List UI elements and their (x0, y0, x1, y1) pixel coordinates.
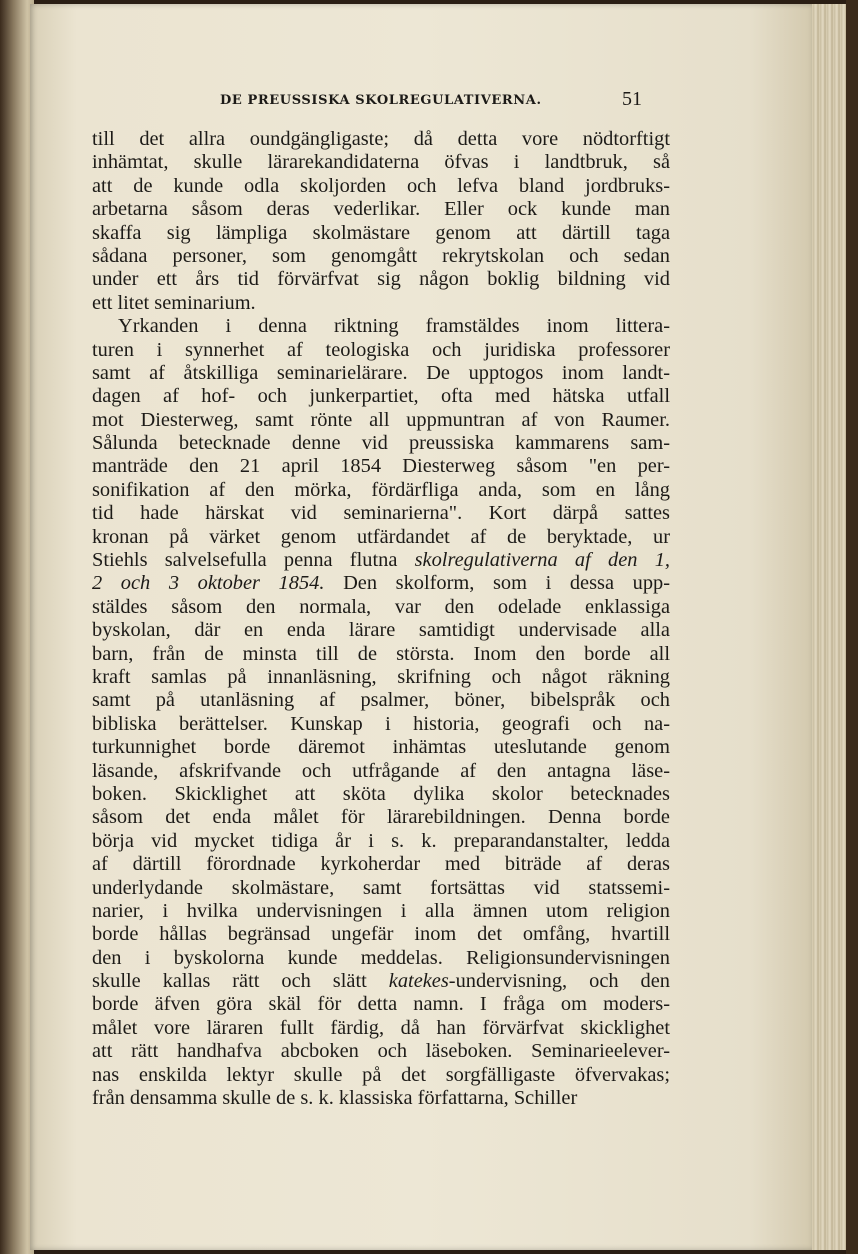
text-line: såsom det enda målet för lärarebildningen. Denna borde (92, 806, 670, 829)
italic-text: katekes (388, 970, 449, 993)
text-line: 2 och 3 oktober 1854. Den skolform, som i dessa upp- (92, 572, 671, 595)
text-line: kraft samlas på innanläsning, skrifning och något räkning (92, 665, 670, 688)
text-line: kronan på värket genom utfärdandet af de beryktade, ur (92, 525, 670, 548)
book-cover-right (846, 0, 858, 1254)
text-line: inhämtat, skulle lärarekandidaterna öfvas i landtbruk, så (92, 151, 670, 174)
text-line: bibliska berättelser. Kunskap i historia, geografi och na- (92, 712, 670, 735)
text-line: sonifikation af den mörka, fördärfliga anda, som en lång (92, 478, 670, 501)
text-line: ett litet seminarium. (92, 291, 256, 314)
text-line: samt af åtskilliga seminarielärare. De upptogos inom landt- (92, 361, 670, 384)
text-line: till det allra oundgängligaste; då detta vore nödtorftigt (92, 128, 670, 150)
page-number: 51 (622, 88, 642, 110)
text-line: borde äfven göra skäl för detta namn. I fråga om moders- (92, 993, 670, 1016)
text-line: skulle kallas rätt och slätt katekes-undervisning, och den (92, 970, 670, 993)
italic-text: 2 och 3 oktober 1854. (92, 572, 325, 595)
text-line: tid hade härskat vid seminarierna". Kort därpå sattes (92, 502, 670, 525)
page-header (92, 88, 664, 112)
text-line: mot Diesterweg, samt rönte all uppmuntran af von Raumer. (92, 408, 670, 431)
text-line: boken. Skicklighet att sköta dylika skolor betecknades (92, 782, 670, 805)
text-line: samt på utanläsning af psalmer, böner, bibelspråk och (92, 689, 670, 712)
body-text (92, 128, 670, 1110)
text-line: borde hållas begränsad ungefär inom det omfång, hvartill (92, 923, 670, 946)
text-line: barn, från de minsta till de största. Inom den borde all (92, 642, 670, 665)
italic-text: skolregulativerna af den 1, (414, 549, 670, 572)
text-line: nas enskilda lektyr skulle på det sorgfälligaste öfvervakas; (92, 1063, 670, 1086)
text-line: skaffa sig lämpliga skolmästare genom att därtill taga (92, 221, 670, 244)
text-line: turkunnighet borde däremot inhämtas uteslutande genom (92, 736, 670, 759)
text-line: sådana personer, som genomgått rekrytskolan och sedan (92, 244, 670, 267)
running-head: DE PREUSSISKA SKOLREGULATIVERNA. (220, 93, 542, 108)
text-line: stäldes såsom den normala, var den odelade enklassiga (92, 595, 670, 618)
text-line: Sålunda betecknade denne vid preussiska kammarens sam- (92, 432, 670, 455)
book-binding-left (0, 0, 34, 1254)
text-line: målet vore läraren fullt färdig, då han förvärfvat skicklighet (92, 1016, 670, 1039)
text-line: arbetarna såsom deras vederlikar. Eller ock kunde man (92, 198, 670, 221)
text-line: underlydande skolmästare, samt fortsättas vid statssemi- (92, 876, 670, 899)
text-line: Yrkanden i denna riktning framstäldes inom littera- (118, 315, 670, 338)
text-line: manträde den 21 april 1854 Diesterweg såsom "en per- (92, 455, 670, 478)
text-line: dagen af hof- och junkerpartiet, ofta med hätska utfall (92, 385, 670, 408)
text-line: under ett års tid förvärfvat sig någon boklig bildning vid (92, 268, 670, 291)
text-line: den i byskolorna kunde meddelas. Religionsundervisningen (92, 946, 670, 969)
text-line: af därtill förordnade kyrkoherdar med biträde af deras (92, 853, 670, 876)
text-line: att rätt handhafva abcboken och läseboken. Seminarieelever- (92, 1040, 670, 1063)
text-line: att de kunde odla skoljorden och lefva bland jordbruks- (92, 174, 670, 197)
text-line: börja vid mycket tidiga år i s. k. preparandanstalter, ledda (92, 829, 670, 852)
text-line: Stiehls salvelsefulla penna flutna skolregulativerna af den 1, (92, 549, 670, 572)
text-line: byskolan, där en enda lärare samtidigt undervisade alla (92, 619, 670, 642)
text-line: turen i synnerhet af teologiska och juridiska professorer (92, 338, 670, 361)
text-line: från densamma skulle de s. k. klassiska författarna, Schiller (92, 1087, 578, 1110)
text-line: narier, i hvilka undervisningen i alla ämnen utom religion (92, 899, 670, 922)
text-line: läsande, afskrifvande och utfrågande af den antagna läse- (92, 759, 670, 782)
